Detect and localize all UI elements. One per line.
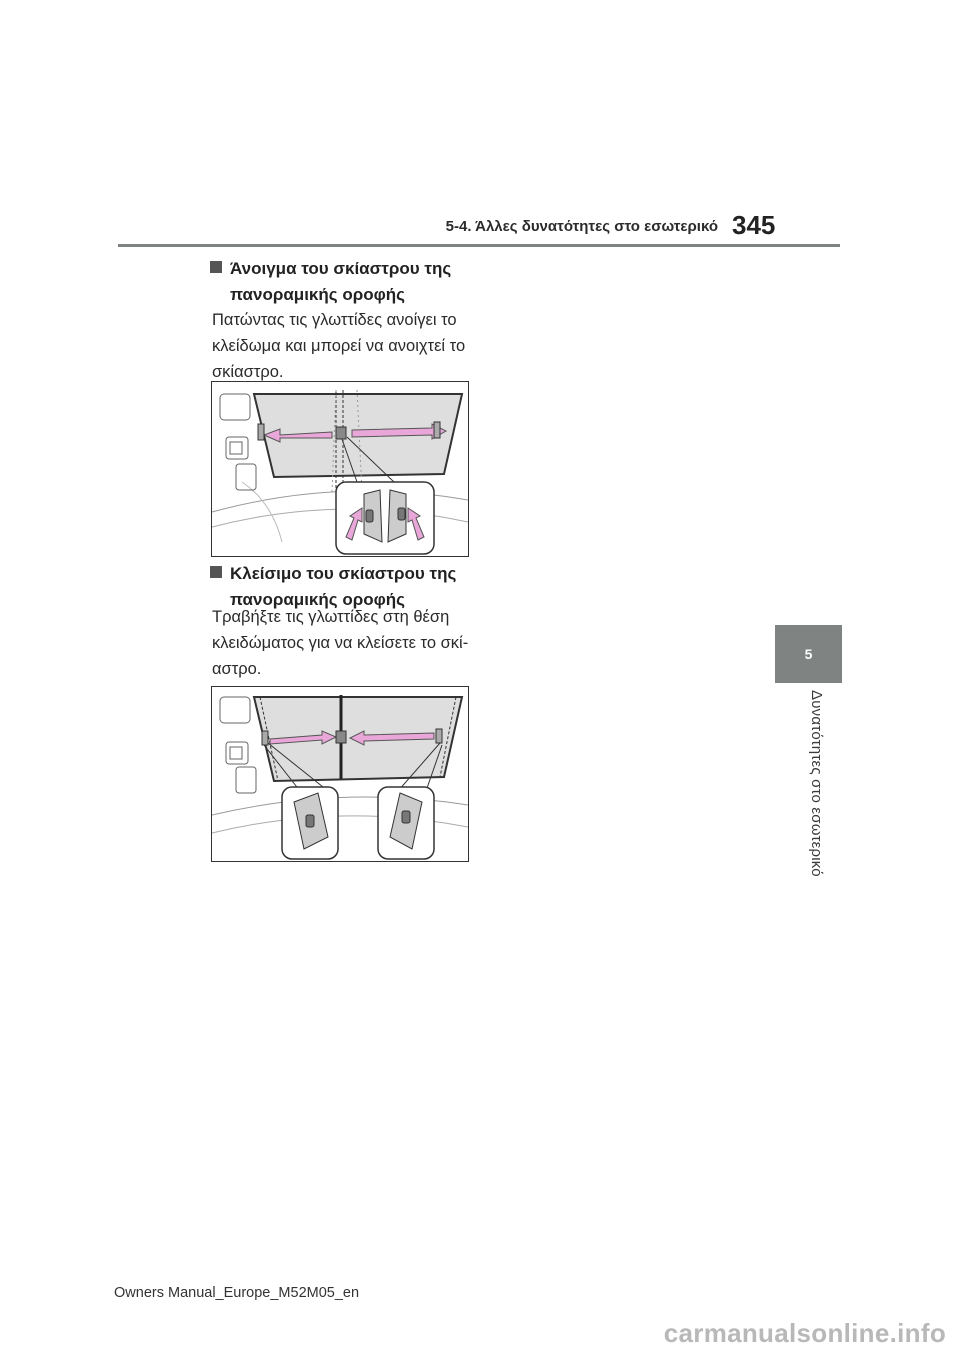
section-heading-text: Κλείσιμο του σκίαστρου της πανοραμικής οροφής <box>230 564 457 609</box>
watermark: carmanualsonline.info <box>663 1318 946 1348</box>
square-bullet-icon <box>210 261 222 273</box>
chapter-number: 5 <box>804 646 813 662</box>
figure-shade-open <box>211 381 469 557</box>
section-heading-text: Άνοιγμα του σκίαστρου της πανοραμικής οροφής <box>230 259 452 304</box>
figure-shade-close <box>211 686 469 862</box>
section-body-open: Πατώντας τις γλωττίδες ανοίγει το κλείδωμα και μπορεί να ανοιχτεί το σκίαστρο. <box>212 311 466 381</box>
section-body-close: Τραβήξτε τις γλωττίδες στη θέση κλειδώματος για να κλείσετε το σκί-αστρο. <box>212 608 469 678</box>
chapter-tab[interactable] <box>775 625 842 683</box>
section-heading-open <box>210 256 480 308</box>
square-bullet-icon <box>210 566 222 578</box>
page-number: 345 <box>732 210 776 240</box>
header-rule <box>118 244 840 247</box>
footer-doc-id: Owners Manual_Europe_M52M05_en <box>114 1285 360 1301</box>
chapter-label: Δυνατότητες στο εσωτερικό <box>808 690 825 877</box>
running-header-section: 5-4. Άλλες δυνατότητες στο εσωτερικό <box>445 218 718 235</box>
panoramic-roof-close-illustration <box>212 687 468 861</box>
panoramic-roof-open-illustration <box>212 382 468 556</box>
